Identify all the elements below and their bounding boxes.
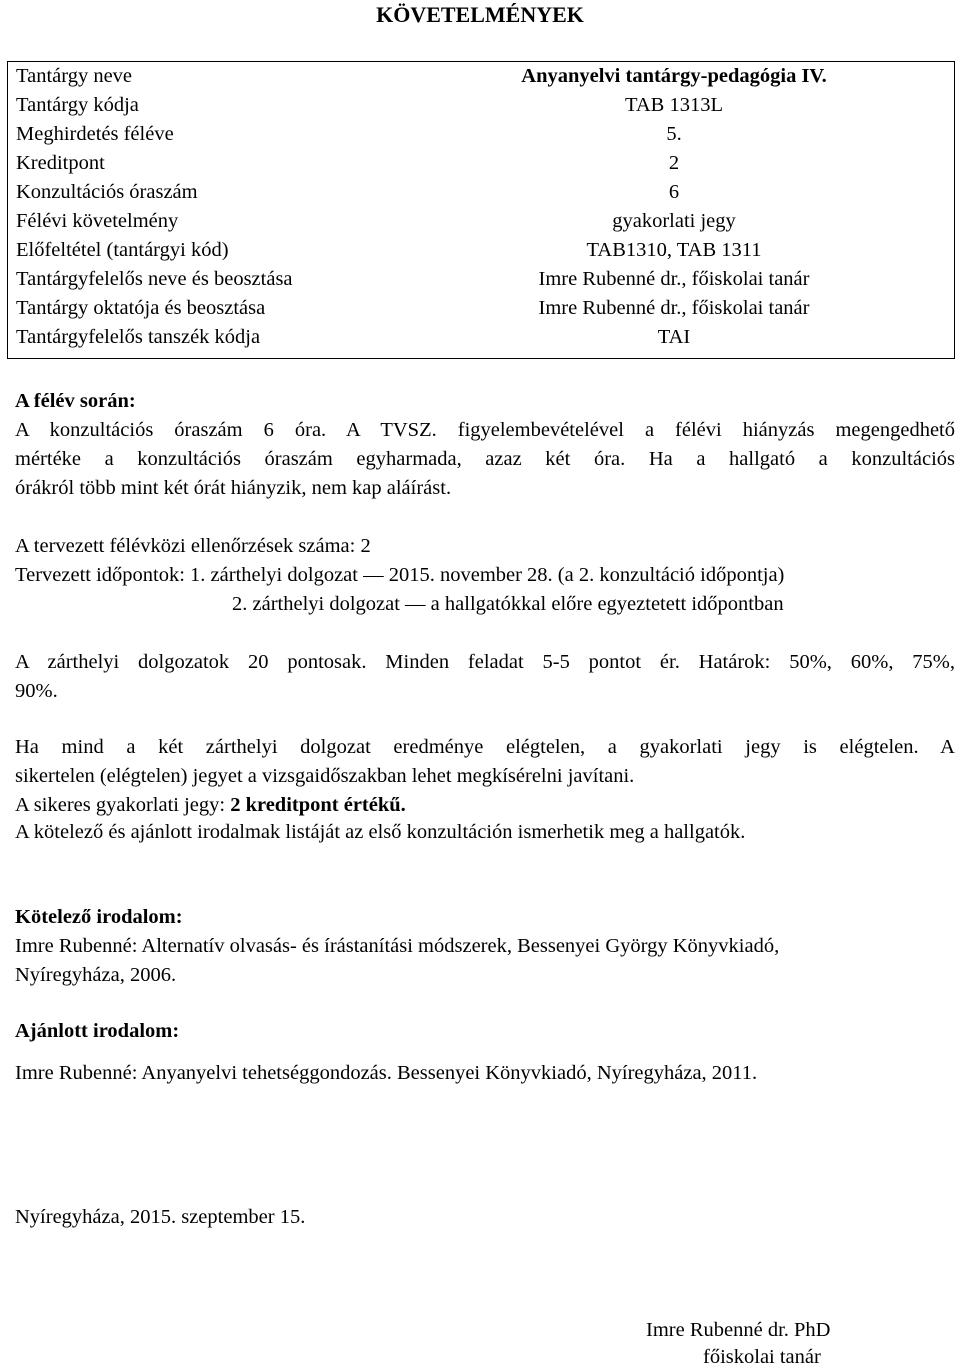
semester-text-line: órákról több mint két órát hiányzik, nem kap aláírást. <box>15 477 452 499</box>
signature-name: Imre Rubenné dr. PhD <box>646 1319 831 1341</box>
info-label: Tantárgyfelelős neve és beosztása <box>16 268 293 290</box>
check-date-2: 2. zárthelyi dolgozat — a hallgatókkal előre egyeztetett időpontban <box>232 593 784 615</box>
course-info-table <box>7 61 955 359</box>
semester-heading: A félév során: <box>15 390 136 412</box>
document-title: KÖVETELMÉNYEK <box>376 2 584 27</box>
required-reading-heading: Kötelező irodalom: <box>15 906 183 928</box>
info-row-semester <box>8 120 954 149</box>
info-row-hours <box>8 178 954 207</box>
success-credit-label: A sikeres gyakorlati jegy: <box>15 794 231 816</box>
fail-text-line: sikertelen (elégtelen) jegyet a vizsgaidőszakban lehet megkísérelni javítani. <box>15 765 635 787</box>
info-row-course-name <box>8 62 954 91</box>
reading-info-line: A kötelező és ajánlott irodalmak listáját az első konzultáción ismerhetik meg a hallgatók. <box>15 821 746 843</box>
info-label: Tantárgy neve <box>16 65 133 87</box>
info-row-department <box>8 323 954 352</box>
info-row-course-code <box>8 91 954 120</box>
info-row-credits <box>8 149 954 178</box>
info-value: gyakorlati jegy <box>612 210 736 232</box>
info-row-requirement <box>8 207 954 236</box>
success-credit-line <box>15 791 406 820</box>
info-label: Félévi követelmény <box>16 210 179 232</box>
checks-count: A tervezett félévközi ellenőrzések száma: 2 <box>15 535 371 557</box>
info-value: TAB1310, TAB 1311 <box>586 239 762 261</box>
semester-text-line: mértéke a konzultációs óraszám egyharmada, azaz két óra. Ha a hallgató a konzultációs <box>15 448 955 470</box>
semester-text-line: A konzultációs óraszám 6 óra. A TVSZ. figyelembevételével a félévi hiányzás megengedhető <box>15 419 955 441</box>
info-label: Tantárgy oktatója és beosztása <box>16 297 266 319</box>
info-row-responsible <box>8 265 954 294</box>
required-reading-item: Imre Rubenné: Alternatív olvasás- és írástanítási módszerek, Bessenyei György Könyvkiadó, <box>15 935 780 957</box>
info-label: Konzultációs óraszám <box>16 181 198 203</box>
info-value: 5. <box>666 123 682 145</box>
info-label: Meghirdetés féléve <box>16 123 174 145</box>
info-row-instructor <box>8 294 954 323</box>
info-value: 6 <box>668 181 680 203</box>
grading-text-line: A zárthelyi dolgozatok 20 pontosak. Minden feladat 5-5 pontot ér. Határok: 50%, 60%, 75%, <box>15 651 955 673</box>
info-row-prerequisite <box>8 236 954 265</box>
info-label: Előfeltétel (tantárgyi kód) <box>16 239 229 261</box>
info-value: Imre Rubenné dr., főiskolai tanár <box>538 268 810 290</box>
check-date-1: Tervezett időpontok: 1. zárthelyi dolgozat — 2015. november 28. (a 2. konzultáció időpontja) <box>15 564 785 586</box>
required-reading-item: Nyíregyháza, 2006. <box>15 964 177 986</box>
recommended-reading-heading: Ajánlott irodalom: <box>15 1020 180 1042</box>
info-value: Imre Rubenné dr., főiskolai tanár <box>538 297 810 319</box>
recommended-reading-item: Imre Rubenné: Anyanyelvi tehetséggondozás. Bessenyei Könyvkiadó, Nyíregyháza, 2011. <box>15 1062 758 1084</box>
signature-position: főiskolai tanár <box>703 1346 821 1368</box>
info-value: TAB 1313L <box>624 94 723 116</box>
info-value: TAI <box>657 326 691 348</box>
grading-text-line: 90%. <box>15 680 58 702</box>
info-label: Tantárgyfelelős tanszék kódja <box>16 326 261 348</box>
place-and-date: Nyíregyháza, 2015. szeptember 15. <box>15 1206 306 1228</box>
info-label: Kreditpont <box>16 152 105 174</box>
info-label: Tantárgy kódja <box>16 94 139 116</box>
info-value: 2 <box>668 152 680 174</box>
info-value: Anyanyelvi tantárgy-pedagógia IV. <box>521 65 827 87</box>
fail-text-line: Ha mind a két zárthelyi dolgozat eredménye elégtelen, a gyakorlati jegy is elégtelen. A <box>15 736 955 758</box>
success-credit-value: 2 kreditpont értékű. <box>230 794 406 816</box>
